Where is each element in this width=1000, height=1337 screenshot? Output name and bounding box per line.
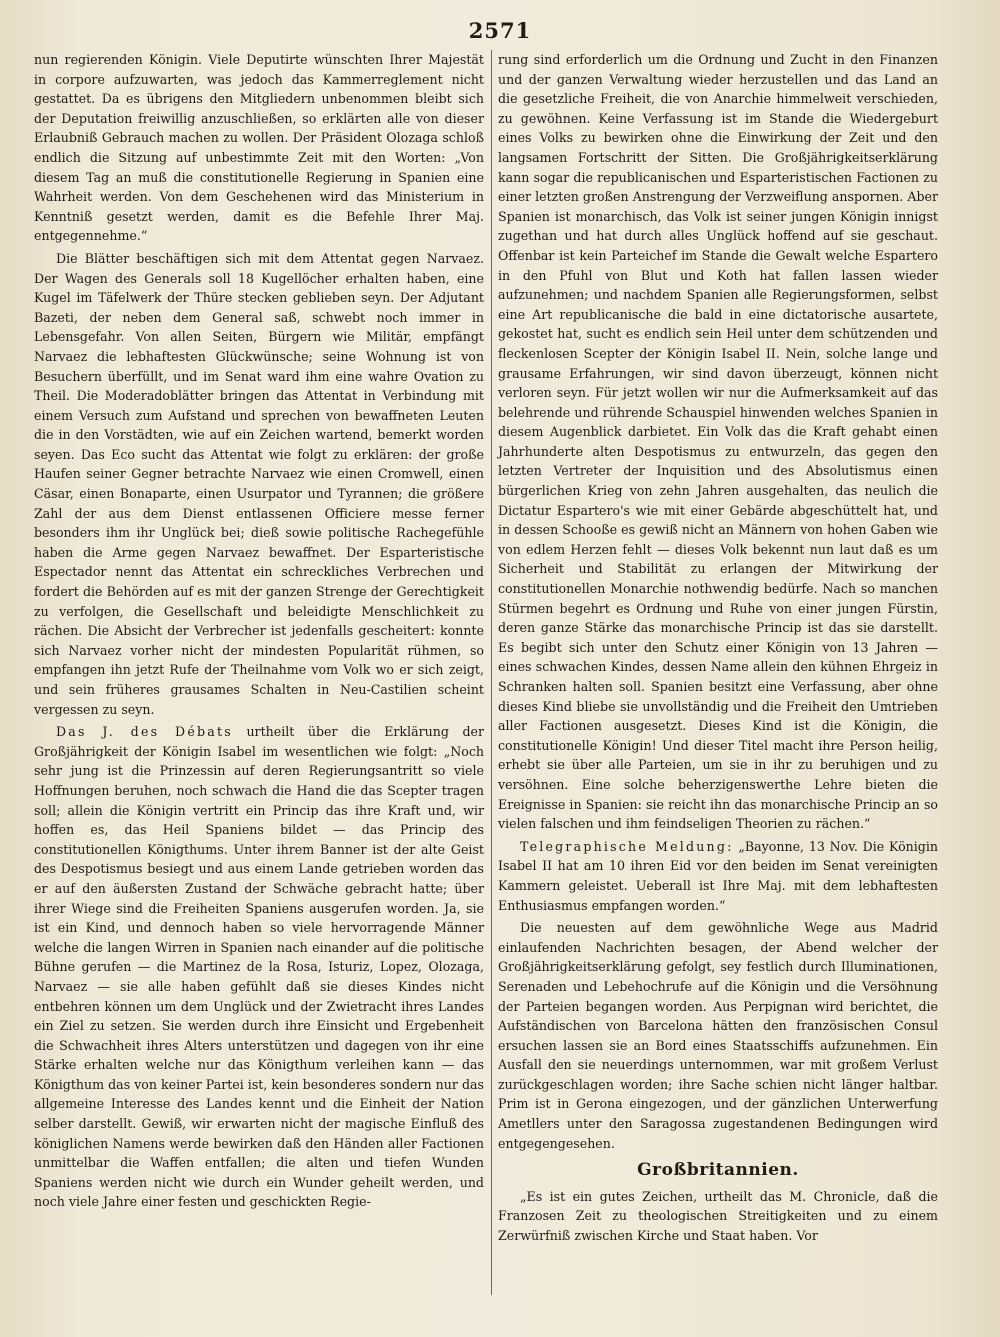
article-paragraph: rung sind erforderlich um die Ordnung und Zucht in den Finanzen und der ganzen Verwaltung wieder herzustellen und das Land an die gesetzliche Freiheit, die von Anarchie himmelweit verschieden, zu gewöhnen. Keine Verfassung ist im Stande die Wiedergeburt eines Volks zu bewirken ohne die Einwirkung der Zeit und den langsamen Fortschritt der Sitten. Die Großjährigkeitserklärung kann sogar die republicanischen und Esparteristischen Factionen zu einer letzten großen Anstrengung der Verzweiflung anspornen. Aber Spanien ist monarchisch, das Volk ist seiner jungen Königin innigst zugethan und hat durch alles Unglück hoffend auf sie geschaut. Offenbar ist kein Parteichef im Stande die Gewalt welche Espartero in den Pfuhl von Blut und Koth hat fallen lassen wieder aufzunehmen; und nachdem Spanien alle Regierungsformen, selbst eine Art republicanische die bald in eine dictatorische ausartete, gekostet hat, sucht es endlich sein Heil unter dem schützenden und fleckenlosen Scepter der Königin Isabel II. Nein, solche lange und grausame Erfahrungen, wir sind davon überzeugt, können nicht verloren seyn. Für jetzt wollen wir nur die Aufmerksamkeit auf das belehrende und rührende Schauspiel hinwenden welches Spanien in diesem Augenblick darbietet. Ein Volk das die Kraft gehabt einen Jahrhunderte alten Despotismus zu entwurzeln, das gegen den letzten Vertreter der Inquisition und des Absolutismus einen bürgerlichen Krieg von zehn Jahren ausgehalten, das neulich die Dictatur Espartero's wie mit einer Gebärde abgeschüttelt hat, und in dessen Schooße es gewiß nicht an Männern von hohen Gaben wie von edlem Herzen fehlt — dieses Volk bekennt nun laut daß es um Sicherheit und Stabilität zu erlangen der Mitwirkung der constitutionellen Monarchie nothwendig bedürfe. Nach so manchen Stürmen begehrt es Ordnung und Ruhe von einer jungen Fürstin, deren ganze Stärke das monarchische Princip ist das sie darstellt. Es begibt sich unter den Schutz einer Königin von 13 Jahren — eines schwachen Kindes, dessen Name allein den kühnen Ehrgeiz in Schranken halten soll. Spanien besitzt eine Verfassung, aber ohne dieses Kind bliebe sie unvollständig und die Freiheit den Umtrieben aller Factionen ausgesetzt. Dieses Kind ist die Königin, die constitutionelle Königin! Und dieser Titel macht ihre Person heilig, erhebt sie über alle Parteien, um sie in ihr zu beruhigen und zu versöhnen. Eine solche beherzigenswerthe Lehre bieten die Ereignisse in Spanien: sie reicht ihn das monarchische Princip an so vielen falschen und ihm feindseligen Theorien zu rächen.“ bbox=[498, 52, 938, 832]
article-paragraph bbox=[498, 837, 938, 915]
section-heading: Großbritannien. bbox=[637, 1160, 799, 1181]
article-paragraph: „Es ist ein gutes Zeichen, urtheilt das M. Chronicle, daß die Franzosen Zeit zu theologischen Streitigkeiten und zu einem Zerwürfniß zwischen Kirche und Staat haben. Vor bbox=[498, 1188, 938, 1244]
paragraph-text: urtheilt über die Erklärung der Großjährigkeit der Königin Isabel im wesentlichen wie folgt: „Noch sehr jung ist die Prinzessin auf deren Regierungsantritt so viele Hoffnungen beruhen, noch schwach die Hand die das Scepter tragen soll; allein die Königin vertritt ein Princip das ihre Kraft und, wir hoffen es, das Heil Spaniens bildet — das Princip des constitutionellen Königthums. Unter ihrem Banner ist der alte Geist des Despotismus besiegt und aus einem Lande getrieben worden das er auf den äußersten Zustand der Schwäche gebracht hatte; über ihrer Wiege sind die Freiheiten Spaniens ausgerufen worden. Ja, sie ist ein Kind, und dennoch haben so viele hervorragende Männer welche die langen Wirren in Spanien nach einander auf die politische Bühne gerufen — die Martinez de la Rosa, Isturiz, Lopez, Olozaga, Narvaez — sie alle haben gefühlt daß sie dieses Kindes nicht entbehren können um dem Unglück und der Zwietracht ihres Landes ein Ziel zu setzen. Sie werden durch ihre Einsicht und Ergebenheit die Schwachheit ihres Alters unterstützen und dagegen von ihr eine Stärke erhalten welche nur das Königthum verleihen kann — das Königthum das von keiner Partei ist, kein besonderes sondern nur das allgemeine Interesse des Landes kennt und die Einheit der Nation selber darstellt. Gewiß, wir erwarten nicht der magische Einfluß des königlichen Namens werde bewirken daß den Händen aller Factionen unmittelbar die Waffen entfallen; die alten und tiefen Wunden Spaniens werden nicht wie durch ein Wunder geheilt werden, und noch viele Jahre einer festen und geschickten Regie- bbox=[34, 724, 484, 1210]
article-paragraph: nun regierenden Königin. Viele Deputirte wünschten Ihrer Majestät in corpore aufzuwarten, was jedoch das Kammerreglement nicht gestattet. Da es übrigens den Mitgliedern unbenommen bleibt sich der Deputation freiwillig anzuschließen, so erklärten alle von dieser Erlaubniß Gebrauch machen zu wollen. Der Präsident Olozaga schloß endlich die Sitzung auf unbestimmte Zeit mit den Worten: „Von diesem Tag an muß die constitutionelle Regierung in Spanien eine Wahrheit werden. Von dem Geschehenen wird das Ministerium in Kenntniß gesetzt werden, damit es die Befehle Ihrer Maj. entgegennehme.“ bbox=[34, 52, 484, 244]
article-paragraph bbox=[34, 722, 484, 1212]
page-number: 2571 bbox=[468, 18, 532, 43]
article-paragraph: Die Blätter beschäftigen sich mit dem Attentat gegen Narvaez. Der Wagen des Generals soll 18 Kugellöcher erhalten haben, eine Kugel im Täfelwerk der Thüre stecken geblieben seyn. Der Adjutant Bazeti, der neben dem General saß, schwebt noch immer in Lebensgefahr. Von allen Seiten, Bürgern wie Militär, empfängt Narvaez die lebhaftesten Glückwünsche; seine Wohnung ist von Besuchern überfüllt, und im Senat ward ihm eine wahre Ovation zu Theil. Die Moderadoblätter bringen das Attentat in Verbindung mit einem Versuch zum Aufstand und sprechen von bewaffneten Leuten die in den Vorstädten, wie auf ein Zeichen wartend, bemerkt worden seyen. Das Eco sucht das Attentat wie folgt zu erklären: der große Haufen seiner Gegner betrachte Narvaez wie einen Cromwell, einen Cäsar, einen Bonaparte, einen Usurpator und Tyrannen; die größere Zahl der aus dem Dienst entlassenen Officiere messe ferner besonders ihm ihr Unglück bei; dieß sowie politische Rachegefühle haben die Arme gegen Narvaez bewaffnet. Der Esparteristische Espectador nennt das Attentat ein schreckliches Verbrechen und fordert die Behörden auf es mit der ganzen Strenge der Gerechtigkeit zu verfolgen, die Gesellschaft und beleidigte Menschlichkeit zu rächen. Die Absicht der Verbrecher ist jedenfalls gescheitert: konnte sich Narvaez vorher nicht der mindesten Popularität rühmen, so empfangen ihn jetzt Rufe der Theilnahme vom Volk wo er sich zeigt, und sein früheres grausames Schalten in Neu-Castilien scheint vergessen zu seyn. bbox=[34, 250, 484, 717]
right-column bbox=[498, 50, 938, 1249]
article-paragraph: Die neuesten auf dem gewöhnliche Wege aus Madrid einlaufenden Nachrichten besagen, der Abend welcher der Großjährigkeitserklärung gefolgt, sey festlich durch Illuminationen, Serenaden und Lebehochrufe auf die Königin und die Versöhnung der Parteien begangen worden. Aus Perpignan wird berichtet, die Aufständischen von Barcelona hätten den französischen Consul ersuchen lassen sie an Bord eines Staatsschiffs aufzunehmen. Ein Ausfall den sie neuerdings unternommen, war mit großem Verlust zurückgeschlagen worden; ihre Sache schien nicht länger haltbar. Prim ist in Gerona eingezogen, und der gänzlichen Unterwerfung Ametllers unter den Saragossa zugestandenen Bedingungen wird entgegengesehen. bbox=[498, 920, 938, 1151]
telegraph-lead: Telegraphische Meldung: bbox=[520, 838, 734, 854]
paragraph-text: „Bayonne, 13 Nov. Die Königin Isabel II hat am 10 ihren Eid vor den beiden im Senat vereinigten Kammern geleistet. Ueberall ist Ihre Maj. mit dem lebhaftesten Enthusiasmus empfangen worden.“ bbox=[498, 838, 938, 913]
column-divider bbox=[491, 50, 492, 1295]
left-column bbox=[34, 50, 484, 1215]
source-lead: Das J. des Débats bbox=[56, 724, 233, 740]
